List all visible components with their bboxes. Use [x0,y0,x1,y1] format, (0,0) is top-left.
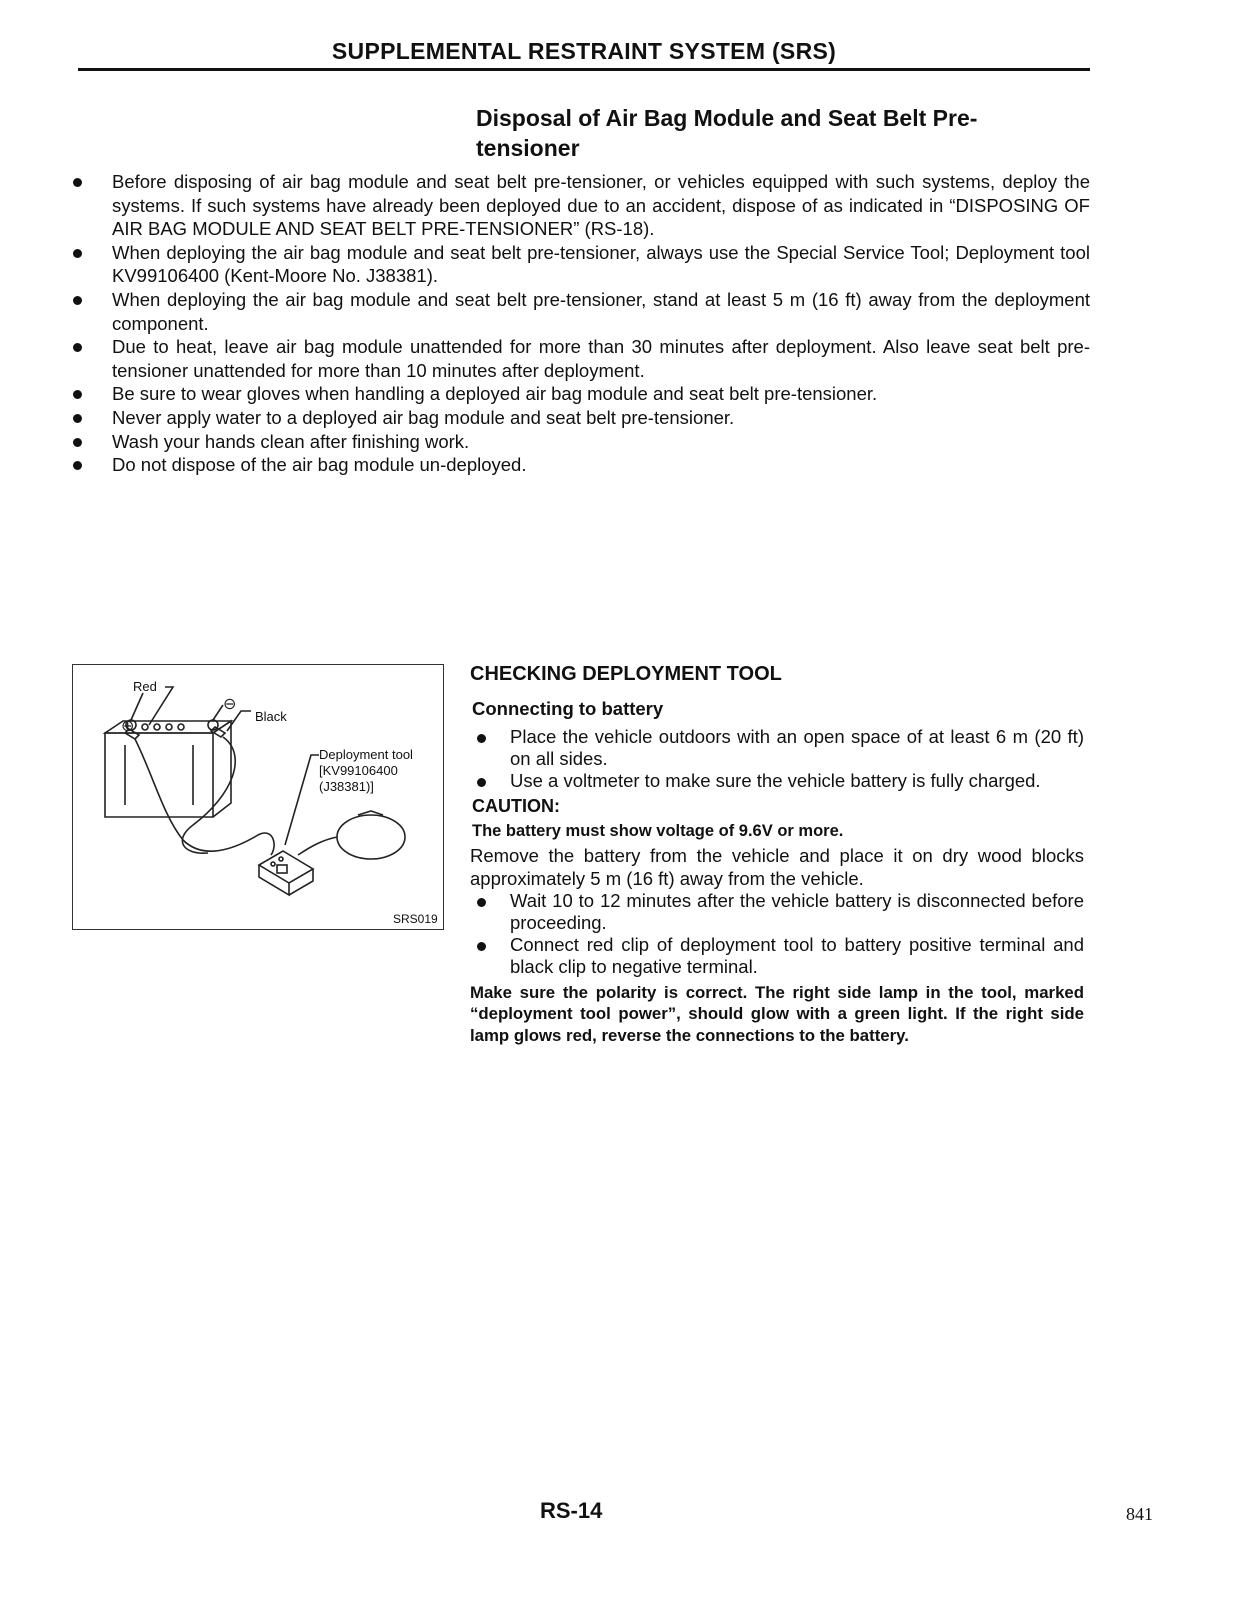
polarity-note: Make sure the polarity is correct. The right side lamp in the tool, marked “deployment tool power”, should glow with a green light. If the right side lamp glows red, reverse the connections to the battery. [470,982,1084,1045]
disposal-bullet-list [70,170,1090,477]
label-black: Black [255,709,287,724]
bullet-dot [477,778,486,787]
label-red: Red [133,679,157,694]
checking-deployment-tool-section [470,660,1084,1046]
list-item [470,934,1084,978]
bullet-dot [73,438,82,447]
page-number: 841 [1126,1504,1153,1524]
list-item [70,288,1090,335]
section-heading-line-1: Disposal of Air Bag Module and Seat Belt Pre- [476,105,978,131]
bullet-dot [73,461,82,470]
list-item [470,770,1084,792]
list-item-text: Place the vehicle outdoors with an open space of at least 6 m (20 ft) on all sides. [510,726,1084,769]
list-item-text: Connect red clip of deployment tool to battery positive terminal and black clip to negative terminal. [510,933,1084,977]
list-item [70,406,1090,430]
section-heading [476,103,1076,163]
list-item [70,382,1090,406]
list-item-text: Do not dispose of the air bag module un-deployed. [112,454,527,476]
bullet-dot [477,734,486,743]
checking-heading: CHECKING DEPLOYMENT TOOL [470,663,782,685]
list-item-text: Be sure to wear gloves when handling a deployed air bag module and seat belt pre-tensioner. [112,383,878,405]
bullet-dot [73,296,82,305]
list-item [470,726,1084,770]
list-item-text: Never apply water to a deployed air bag module and seat belt pre-tensioner. [112,406,735,428]
page-header-title: SUPPLEMENTAL RESTRAINT SYSTEM (SRS) [331,38,837,64]
header-rule [78,68,1090,71]
label-deployment-tool-line-1: Deployment tool [319,747,413,762]
list-item [70,241,1090,288]
battery-connection-illustration [73,665,445,931]
deployment-tool-figure [72,664,444,930]
checking-bullet-list-b [470,890,1084,977]
list-item-text: When deploying the air bag module and seat belt pre-tensioner, always use the Special Service Tool; Deployment tool KV99106400 (Kent-Moore No. J38381). [112,241,1090,287]
caution-label: CAUTION: [472,796,560,817]
positive-terminal-symbol: ⊕ [121,718,135,735]
checking-bullet-list-a [470,726,1084,791]
bullet-dot [73,414,82,423]
caution-text: The battery must show voltage of 9.6V or more. [472,822,844,841]
figure-code: SRS019 [393,912,438,926]
bullet-dot [73,249,82,258]
list-item-text: Wash your hands clean after finishing work. [112,430,470,452]
negative-terminal-symbol: ⊖ [223,696,237,713]
bullet-dot [477,898,486,907]
bullet-dot [477,942,486,951]
list-item-text: When deploying the air bag module and seat belt pre-tensioner, stand at least 5 m (16 ft) away from the deployment component. [112,288,1090,334]
list-item-text: Use a voltmeter to make sure the vehicle battery is fully charged. [510,769,1041,791]
list-item-text: Due to heat, leave air bag module unattended for more than 30 minutes after deployment. Also leave seat belt pre-tensioner unattended for more than 10 minutes after deployment. [112,336,1090,381]
label-deployment-tool-line-2: [KV99106400 [319,763,398,778]
list-item-text: Wait 10 to 12 minutes after the vehicle battery is disconnected before proceeding. [510,890,1084,934]
list-item-text: Before disposing of air bag module and seat belt pre-tensioner, or vehicles equipped with such systems, deploy the systems. If such systems have already been deployed due to an accident, dispose of as indicated in “DISPOSING OF AIR BAG MODULE AND SEAT BELT PRE-TENSIONER” (RS-18). [112,171,1090,240]
section-heading-line-2: tensioner [476,135,580,161]
list-item [70,453,1090,477]
bullet-dot [73,343,82,352]
battery-placement-paragraph: Remove the battery from the vehicle and place it on dry wood blocks approximately 5 m (16 ft) away from the vehicle. [470,845,1084,890]
list-item [70,335,1090,382]
connecting-subheading: Connecting to battery [472,698,664,719]
bullet-dot [73,178,82,187]
label-deployment-tool [319,747,413,795]
list-item [70,170,1090,241]
bullet-dot [73,390,82,399]
label-deployment-tool-line-3: (J38381)] [319,779,374,794]
list-item [70,430,1090,454]
list-item [470,890,1084,934]
page-identifier: RS-14 [540,1498,603,1523]
